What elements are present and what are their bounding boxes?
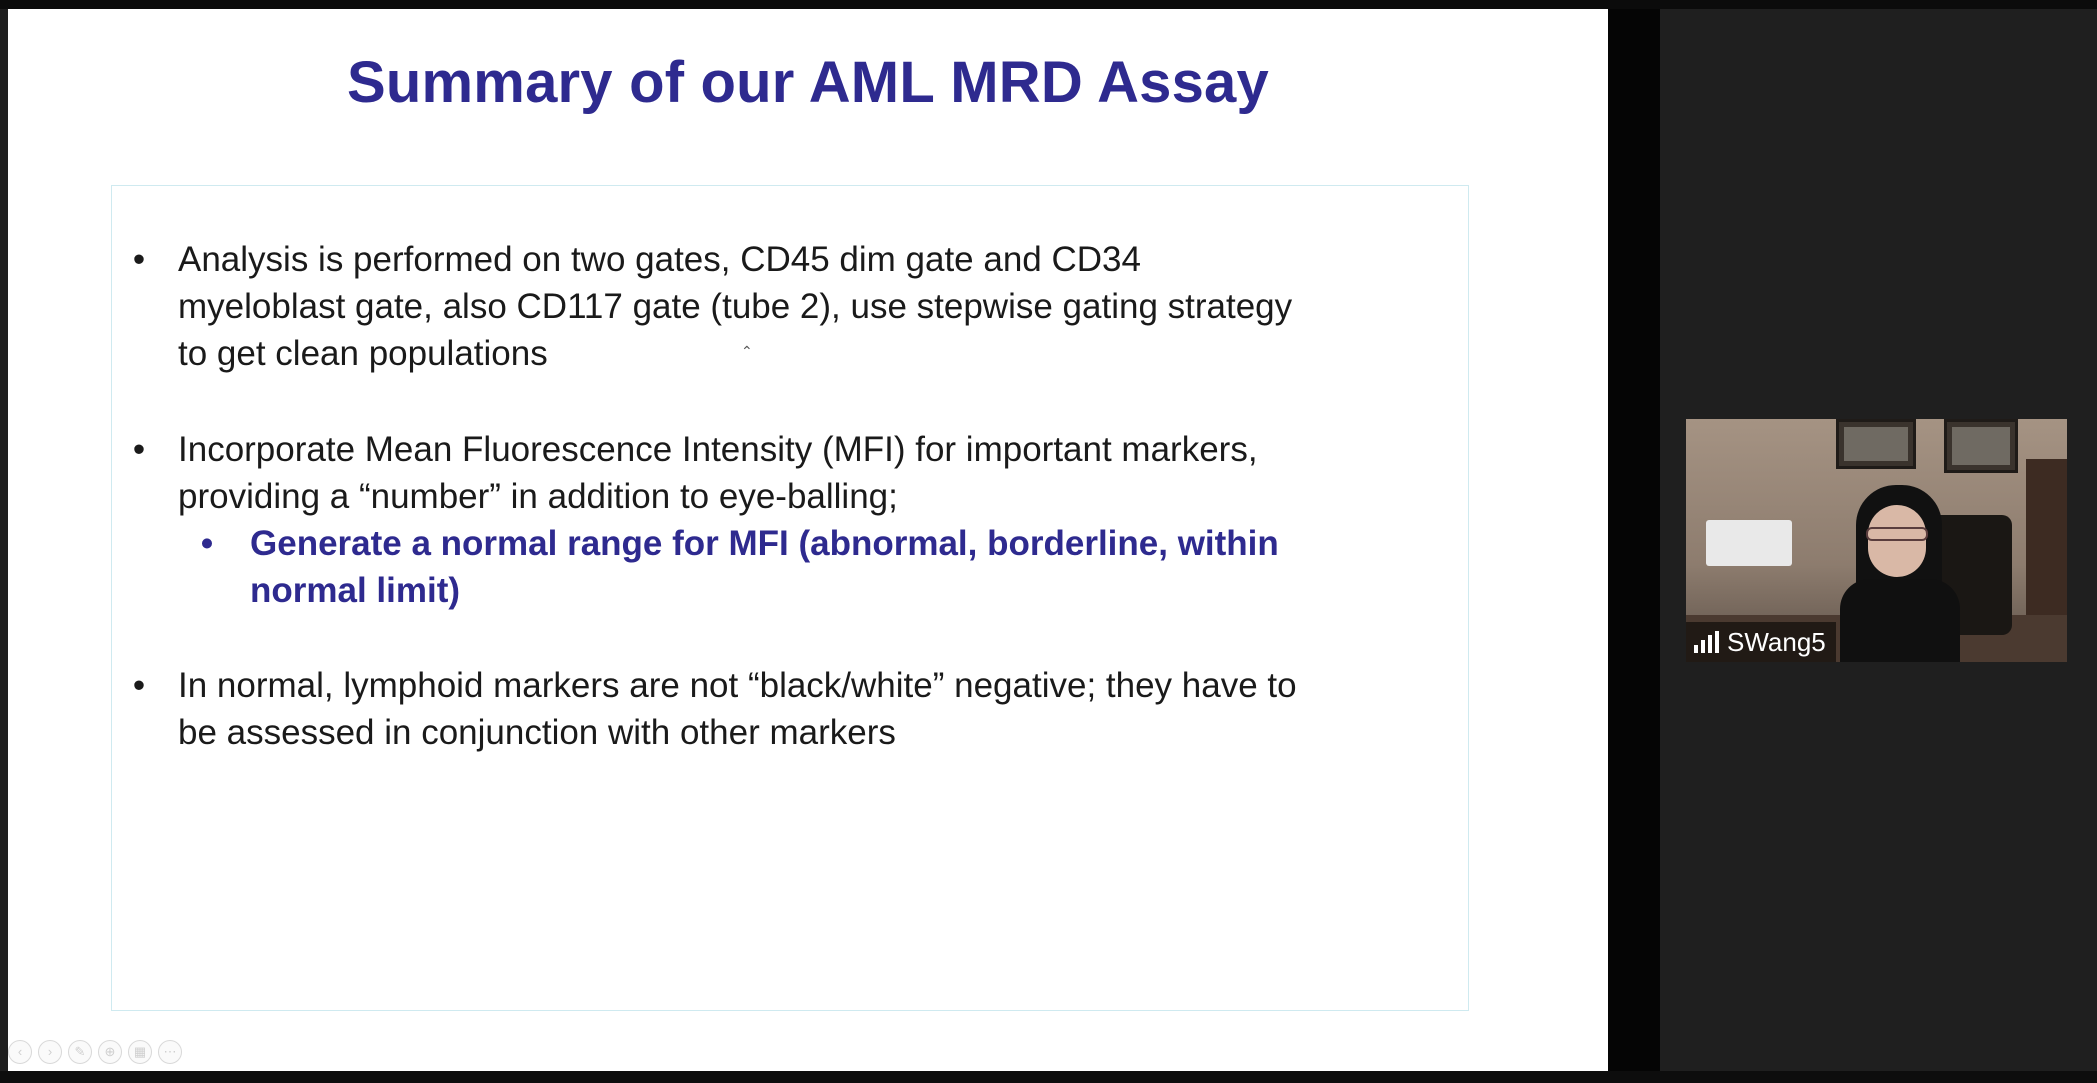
sub-bullet-marker: • bbox=[200, 524, 214, 563]
bullet-text bbox=[178, 426, 1448, 520]
previous-icon[interactable]: ‹ bbox=[8, 1040, 32, 1064]
bullet-line: be assessed in conjunction with other markers bbox=[178, 713, 896, 752]
participant-name-label bbox=[1686, 622, 1836, 662]
next-icon[interactable]: › bbox=[38, 1040, 62, 1064]
shared-slide bbox=[8, 9, 1608, 1071]
participant-video-tile[interactable] bbox=[1686, 419, 2067, 662]
bullet-line: myeloblast gate, also CD117 gate (tube 2), use stepwise gating strategy bbox=[178, 287, 1293, 326]
slide-content-box bbox=[111, 185, 1469, 1011]
cabinet bbox=[2026, 459, 2067, 619]
top-bar bbox=[0, 0, 2097, 9]
wall-picture bbox=[1944, 419, 2018, 473]
bullet-line: Incorporate Mean Fluorescence Intensity (MFI) for important markers, bbox=[178, 430, 1258, 469]
bullet-marker: • bbox=[132, 430, 146, 469]
pen-icon[interactable]: ✎ bbox=[68, 1040, 92, 1064]
bullet-text bbox=[178, 662, 1448, 756]
more-icon[interactable]: ⋯ bbox=[158, 1040, 182, 1064]
mouse-cursor-icon: ⌃ bbox=[741, 343, 753, 359]
sub-bullet-line: normal limit) bbox=[250, 571, 461, 610]
bottom-bar bbox=[0, 1071, 2097, 1083]
slide-title: Summary of our AML MRD Assay bbox=[347, 50, 1269, 115]
participant-name: SWang5 bbox=[1727, 626, 1826, 657]
bullet-line: to get clean populations bbox=[178, 334, 548, 373]
sub-bullet-line: Generate a normal range for MFI (abnormal, borderline, within bbox=[250, 524, 1279, 563]
person-body bbox=[1840, 579, 1960, 662]
bullet-marker: • bbox=[132, 666, 146, 705]
sub-bullet-text bbox=[250, 520, 1450, 614]
bullet-line: Analysis is performed on two gates, CD45 dim gate and CD34 bbox=[178, 240, 1141, 279]
wall-picture bbox=[1836, 419, 1916, 469]
zoom-icon[interactable]: ⊕ bbox=[98, 1040, 122, 1064]
person-face bbox=[1868, 505, 1926, 577]
letterbox-strip bbox=[1608, 9, 1660, 1071]
slide-toolbar bbox=[8, 1040, 182, 1064]
printer bbox=[1706, 520, 1792, 566]
signal-strength-icon bbox=[1694, 631, 1719, 653]
bullet-text bbox=[178, 236, 1448, 377]
bullet-marker: • bbox=[132, 240, 146, 279]
grid-icon[interactable]: ▦ bbox=[128, 1040, 152, 1064]
bullet-line: In normal, lymphoid markers are not “black/white” negative; they have to bbox=[178, 666, 1297, 705]
bullet-line: providing a “number” in addition to eye-balling; bbox=[178, 477, 898, 516]
person-glasses bbox=[1866, 527, 1928, 541]
